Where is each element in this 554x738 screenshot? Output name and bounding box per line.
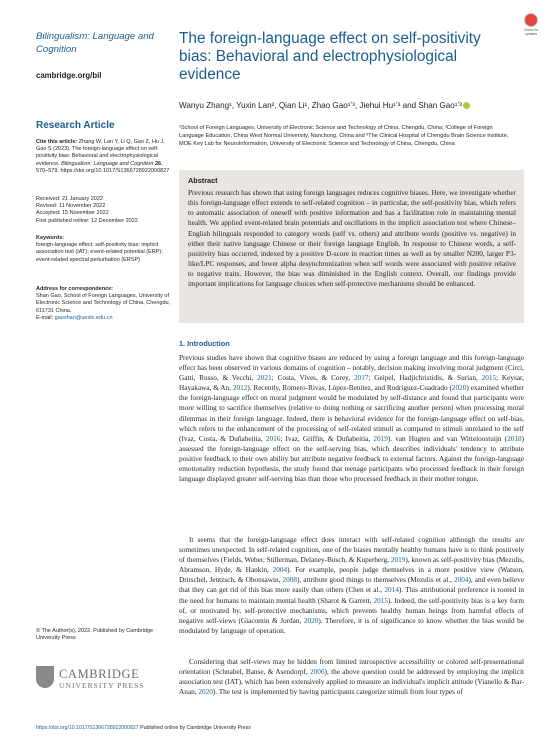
article-type-heading: Research Article bbox=[36, 120, 115, 131]
copyright-notice: © The Author(s), 2022. Published by Cambridge University Press bbox=[36, 628, 154, 642]
paragraph-text: ) examined whether the foreign-language effect on moral judgment would be modulated by self-distance and found that participants were more willing to sacrifice themselves (relative to doing nothing or sacrificing another person) when processing moral dilemmas in their foreign language. Indeed, there is behavioral evidence for the foreign-language effect on self-bias, which refers to the enhancement of the processing of self-related stimuli as compared to stimuli unrelated to the self (Ivaz, Costa, & Duñabeitia, bbox=[179, 384, 524, 443]
check-updates-label: Check for updates bbox=[523, 28, 539, 36]
paragraph-text: ). Therefore, it is of significance to know whether the bias would be modulated by language of operation. bbox=[179, 616, 524, 635]
citation-block bbox=[36, 139, 171, 175]
correspondence-block bbox=[36, 286, 171, 322]
reference-link[interactable]: 2008 bbox=[282, 576, 298, 585]
email-label: E-mail: bbox=[36, 314, 54, 321]
cite-text: Zhang W, Lan Y, Li Q, Gao Z, Hu J, Gao S (2023). The foreign-language effect on self-positivity bias: Behavioral and electrophysiological evidence. bbox=[36, 139, 165, 167]
intro-paragraph-1 bbox=[179, 353, 524, 484]
cambridge-shield-icon bbox=[36, 666, 54, 688]
reference-link[interactable]: 2021 bbox=[257, 374, 272, 383]
page-footer bbox=[36, 725, 251, 731]
address-label: Address for correspondence: bbox=[36, 286, 114, 292]
date-accepted: Accepted: 15 November 2022 bbox=[36, 210, 109, 217]
paragraph-text: ), the above question could be addressed by employing the implicit association test (IAT), which has been extensively applied to measure an individual's implicit attitude (Vianello & Bar-Anan, bbox=[179, 668, 524, 697]
paragraph-text: ). Indeed, the self-positivity bias is a key form of, or motivated by, self-protective mechanisms, which prevents healthy human beings from harmful effects of negative self-views (Giacomin & Jordan, bbox=[179, 596, 524, 625]
reference-link[interactable]: 2017 bbox=[353, 374, 369, 383]
paragraph-text: ; Costa, Vives, & Corey, bbox=[271, 374, 354, 383]
cite-volume: 26 bbox=[154, 160, 162, 167]
orcid-icon[interactable] bbox=[463, 102, 470, 109]
intro-paragraph-3 bbox=[179, 657, 524, 697]
publisher-name-line2: UNIVERSITY PRESS bbox=[59, 681, 145, 690]
paragraph-text: ; Geipel, Hadjichristidis, & Surian, bbox=[368, 374, 482, 383]
author-list bbox=[179, 101, 519, 110]
author-names: Wanyu Zhang¹, Yuxin Lan², Qian Li¹, Zhao Gao¹ʼ³, Jiehui Hu¹ʼ³ and Shan Gao¹ʼ³ bbox=[179, 101, 462, 110]
email-link[interactable]: gaoshan@uestc.edu.cn bbox=[54, 314, 113, 321]
reference-link[interactable]: 2014 bbox=[384, 586, 399, 595]
keywords-label: Keywords: bbox=[36, 235, 65, 241]
reference-link[interactable]: 2019 bbox=[390, 556, 406, 565]
cite-journal: Bilingualism: Language and Cognition bbox=[61, 160, 154, 167]
reference-link[interactable]: 2020 bbox=[451, 384, 467, 393]
reference-link[interactable]: 2004 bbox=[453, 576, 469, 585]
reference-link[interactable]: 2019 bbox=[373, 434, 388, 443]
reference-link[interactable]: 2020 bbox=[198, 688, 213, 697]
paragraph-text: ). For example, people judge themselves in a more positive view (Watson, Dritschel, Jentzsch, & Obonsawin, bbox=[179, 566, 524, 585]
reference-link[interactable]: 2015 bbox=[481, 374, 497, 383]
paragraph-text: ; Ivaz, Griffin, & Duñabeitia, bbox=[280, 434, 374, 443]
abstract-text: Previous research has shown that using foreign languages reduces cognitive biases. Here, we investigate whether this foreign-language effect extends to self-related cognition – in particular, the self-positivity bias, which refers to automatic association of oneself with positive information and has a facilitation role in maintaining mental health. We applied event-related brain potentials and oscillations in the implicit association test where Chinese–English bilinguals responded to category words (self vs. others) and attribute words (positive vs. negative) in either their native language Chinese or their foreign language English. In response to Chinese words, a self-positivity bias occurred, indexed by a positive D-score in reaction times as well as by smaller N200, larger P3-like/LPC responses, and lower alpha desynchronization when self words were associated with positive relative to negative traits. However, the bias was diminished in the English context. Overall, our findings provide important implications for language choices when self-protective mechanisms should be enhanced. bbox=[188, 189, 516, 289]
journal-url[interactable]: cambridge.org/bil bbox=[36, 71, 102, 80]
paragraph-text: ), known as self-positivity bias (Mezulis, Abramson, Hyde, & Hankin, bbox=[179, 556, 524, 575]
keywords-text: foreign-language effect; self-positivity bias; implicit association test (IAT); event-related potential (ERP); event-related spectral perturbation (ERSP) bbox=[36, 242, 163, 263]
reference-link[interactable]: 2020 bbox=[303, 616, 319, 625]
keywords-block bbox=[36, 235, 171, 264]
paragraph-text: ) assessed the foreign-language effect on the self-serving bias, which describes individuals' tendency to attribute positive feedback to their own ability but attribute negative feedback to external factors. Against the foreign-language emotionality reduction hypothesis, the study found that teenage participants who processed feedback in their foreign language displayed greater self-serving bias than those who processed feedback in their mother tongue. bbox=[179, 434, 524, 484]
date-revised: Revised: 11 November 2022 bbox=[36, 203, 106, 210]
date-received: Received: 21 January 2022 bbox=[36, 196, 103, 202]
section-heading-introduction: 1. Introduction bbox=[179, 339, 230, 348]
reference-link[interactable]: 2004 bbox=[272, 566, 288, 575]
paragraph-text: Previous studies have shown that cognitive biases are reduced by using a foreign language and this foreign-language effect has been observed in various domains of cognition – notably, decision making involving moral judgment (Circi, Gatti, Russo, & Vecchi, bbox=[179, 354, 524, 383]
publisher-name-line1: CAMBRIDGE bbox=[59, 667, 140, 681]
address-text: Shan Gao, School of Foreign Languages, University of Electronic Science and Technology of China, Chengdu, 611731 China. bbox=[36, 293, 171, 314]
cite-label: Cite this article: bbox=[36, 139, 78, 145]
paragraph-text: ), and even believe that they can get rid of this bias more easily than others (Chen et al., bbox=[179, 576, 524, 595]
reference-link[interactable]: 2006 bbox=[310, 668, 325, 677]
reference-link[interactable]: 2018 bbox=[507, 434, 522, 443]
affiliations: ¹School of Foreign Languages, University of Electronic Science and Technology of China, Chengdu, China; ²College of Foreign Language Education, China West Normal University, Nanchong, China and ³The Clinical Hospital of Chengdu Brain Science Institute, MOE Key Lab for NeuroInformation, University of Electronic Science and Technology of China, Chengdu, China bbox=[179, 125, 509, 148]
paragraph-text: ; Keysar, Hayakawa, & An, bbox=[179, 374, 524, 393]
reference-link[interactable]: 2012 bbox=[232, 384, 248, 393]
paragraph-text: ). van Hugten and van Witteloostuijn ( bbox=[387, 434, 508, 443]
dates-block bbox=[36, 196, 171, 225]
reference-link[interactable]: 2015 bbox=[373, 596, 388, 605]
paragraph-text: It seems that the foreign-language effect does interact with self-related cognition although the results are sometimes unexpected. In self-related cognition, one of the biases mentally healthy humans have is to think positively of themselves (Fields, Weber, Stillerman, Delaney-Busch, & Kuperberg, bbox=[179, 536, 524, 565]
paragraph-text: Considering that self-views may be hidden from limited introspective accessibility or colored self-presentational orientation (Schnabel, Banse, & Asendorpf, bbox=[179, 658, 524, 677]
reference-link[interactable]: 2016 bbox=[265, 434, 281, 443]
intro-paragraph-2 bbox=[179, 535, 524, 636]
footer-doi-link[interactable]: https://doi.org/10.1017/S1366728922000827 bbox=[36, 725, 139, 731]
paragraph-text: ). Recently, Romero-Rivas, López-Benítez, and Rodríguez-Cuadrado ( bbox=[247, 384, 452, 393]
date-first-published: First published online: 12 December 2022 bbox=[36, 217, 138, 224]
paragraph-text: ), attribute good things to themselves (Mezulis et al., bbox=[297, 576, 454, 585]
journal-name[interactable]: Bilingualism: Language and Cognition bbox=[36, 31, 154, 55]
article-title: The foreign-language effect on self-positivity bias: Behavioral and electrophysiological evidence bbox=[179, 30, 481, 84]
cambridge-university-press-logo bbox=[36, 666, 156, 696]
paragraph-text: ). This attributional preference is rooted in the need for humans to maintain mental health (Sharot & Garrett, bbox=[179, 586, 524, 605]
check-for-updates-badge[interactable] bbox=[519, 13, 543, 38]
footer-suffix: Published online by Cambridge University Press bbox=[138, 725, 251, 731]
cite-pages-doi: , 570–579. https://doi.org/10.1017/S1366728922000827 bbox=[36, 160, 170, 174]
check-updates-icon bbox=[524, 13, 538, 27]
abstract-heading: Abstract bbox=[188, 176, 218, 185]
paragraph-text: ). The test is implemented by having participants categorize stimuli from four types of bbox=[212, 688, 463, 697]
